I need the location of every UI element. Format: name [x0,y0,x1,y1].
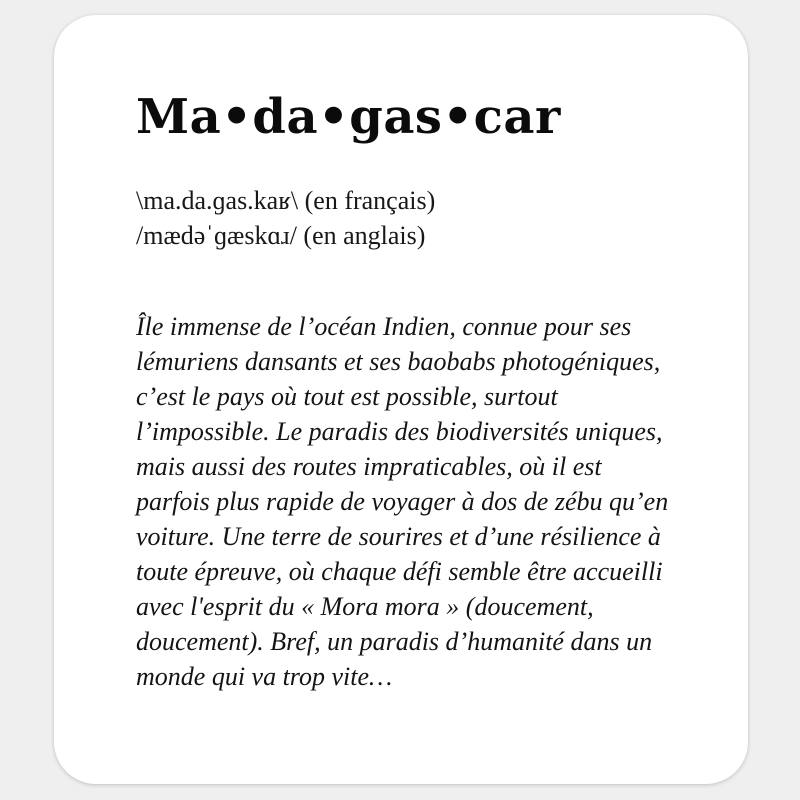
pronunciation-english: /mædəˈɡæskɑɹ/ (en anglais) [136,221,426,250]
definition-line: mais aussi des routes impraticables, où il est [136,452,602,481]
definition-line: lémuriens dansants et ses baobabs photogéniques, [136,347,661,376]
definition-line: voiture. Une terre de sourires et d’une résilience à [136,522,661,551]
definition-line: doucement). Bref, un paradis d’humanité dans un [136,627,653,656]
definition-line: Île immense de l’océan Indien, connue pour ses [136,312,632,341]
definition-line: c’est le pays où tout est possible, surtout [136,382,558,411]
definition-line: l’impossible. Le paradis des biodiversités uniques, [136,417,663,446]
definition-line: monde qui va trop vite… [136,662,393,691]
word-title: Ma•da•gas•car [136,89,561,145]
definition-line: toute épreuve, où chaque défi semble être accueilli [136,557,663,586]
pronunciation-block [136,183,678,253]
definition-line: avec l'esprit du « Mora mora » (doucement, [136,592,594,621]
pronunciation-french: \ma.da.ɡas.kaʁ\ (en français) [136,186,436,215]
card-content [54,15,748,694]
definition-line: parfois plus rapide de voyager à dos de zébu qu’en [136,487,669,516]
definition-card [54,15,748,784]
definition-text [136,309,678,694]
